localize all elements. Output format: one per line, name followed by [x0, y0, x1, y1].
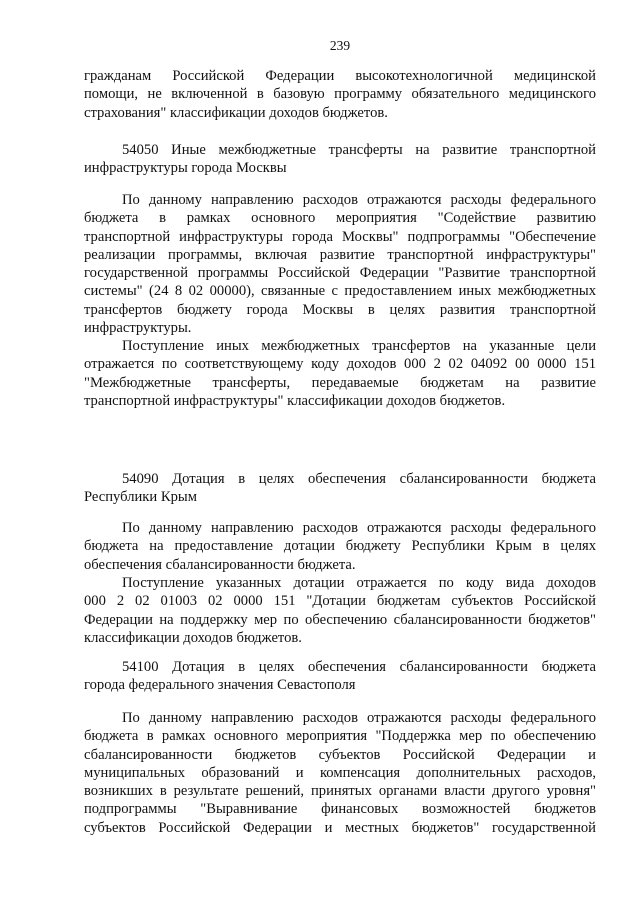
section-heading-54090: [84, 470, 596, 507]
text-line: инфраструктуры города Москвы: [84, 160, 287, 177]
description-paragraph: [84, 709, 596, 837]
text-line: Федерации на поддержку мер по обеспечению сбалансированности бюджетов": [84, 611, 596, 628]
text-line: трансфертов бюджету города Москвы в целях развития транспортной: [84, 301, 596, 318]
text-line: государственной программы Российской Федерации "Развитие транспортной: [84, 265, 596, 282]
description-paragraph: [84, 191, 596, 337]
text-line: Республики Крым: [84, 489, 197, 506]
text-line: По данному направлению расходов отражаются расходы федерального: [122, 710, 596, 726]
text-line: бюджета на предоставление дотации бюджету Республики Крым в целях: [84, 538, 596, 555]
text-line: субъектов Российской Федерации и местных бюджетов" государственной: [84, 819, 596, 836]
text-line: По данному направлению расходов отражаются расходы федерального: [122, 192, 596, 208]
text-line: обеспечения сбалансированности бюджета.: [84, 556, 356, 573]
text-line: "Межбюджетные трансферты, передаваемые бюджетам на развитие: [84, 374, 596, 391]
text-line: 54090 Дотация в целях обеспечения сбалансированности бюджета: [122, 471, 596, 487]
section-heading-54100: [84, 658, 596, 695]
text-line: Поступление иных межбюджетных трансфертов на указанные цели: [122, 338, 596, 354]
revenue-paragraph: [84, 574, 596, 647]
text-line: подпрограммы "Выравнивание финансовых возможностей бюджетов: [84, 801, 596, 818]
text-line: инфраструктуры.: [84, 320, 192, 337]
text-line: бюджета в рамках основного мероприятия "Поддержка мер по обеспечению: [84, 728, 596, 745]
text-line: 54050 Иные межбюджетные трансферты на развитие транспортной: [122, 142, 596, 158]
text-line: отражается по соответствующему коду доходов 000 2 02 04092 00 0000 151: [84, 356, 596, 373]
text-line: возникших в результате решений, принятых органами власти другого уровня": [84, 783, 596, 800]
text-line: помощи, не включенной в базовую программу обязательного медицинского: [84, 86, 596, 103]
text-line: 000 2 02 01003 02 0000 151 "Дотации бюджетам субъектов Российской: [84, 593, 596, 610]
text-line: транспортной инфраструктуры города Москвы" подпрограммы "Обеспечение: [84, 228, 596, 245]
text-line: страхования" классификации доходов бюджетов.: [84, 104, 388, 121]
text-line: транспортной инфраструктуры" классификации доходов бюджетов.: [84, 392, 506, 409]
text-line: бюджета в рамках основного мероприятия "Содействие развитию: [84, 210, 596, 227]
text-line: гражданам Российской Федерации высокотехнологичной медицинской: [84, 68, 596, 84]
text-line: классификации доходов бюджетов.: [84, 629, 302, 646]
text-line: реализации программы, включая развитие транспортной инфраструктуры": [84, 246, 596, 263]
text-line: Поступление указанных дотации отражается по коду вида доходов: [122, 575, 596, 591]
description-paragraph: [84, 519, 596, 574]
text-line: муниципальных образований и компенсация дополнительных расходов,: [84, 764, 596, 781]
page-number: 239: [329, 38, 351, 53]
section-heading-54050: [84, 141, 596, 178]
text-line: 54100 Дотация в целях обеспечения сбалансированности бюджета: [122, 659, 596, 675]
text-line: сбалансированности бюджетов субъектов Российской Федерации и: [84, 746, 596, 763]
text-line: По данному направлению расходов отражаются расходы федерального: [122, 520, 596, 536]
continuation-paragraph: [84, 67, 596, 122]
revenue-paragraph: [84, 337, 596, 410]
text-line: системы" (24 8 02 00000), связанные с предоставлением иных межбюджетных: [84, 283, 596, 300]
text-line: города федерального значения Севастополя: [84, 677, 356, 694]
